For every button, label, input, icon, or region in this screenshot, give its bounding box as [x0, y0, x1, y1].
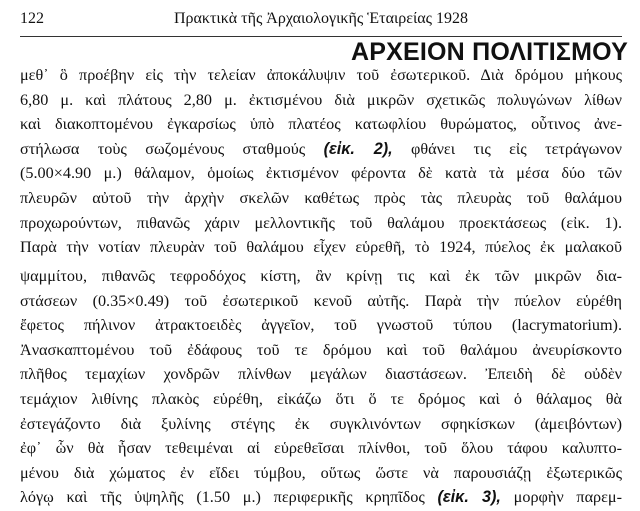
- page-number: 122: [20, 10, 44, 27]
- text-line: Παρὰ τὴν νοτίαν πλευρὰν τοῦ θαλάμου εἶχεν εὑρεθῆ, τὸ 1924, πύελος ἐκ μαλακοῦ: [20, 238, 622, 257]
- text-line: Ἀνασκαπτομένου τοῦ ἐδάφους τοῦ τε δρόμου καὶ τοῦ θαλάμου ἀνευρίσκοντο: [20, 340, 622, 359]
- text-line: μένου διὰ χώματος ἐν εἴδει τύμβου, οὕτως ὥστε νὰ παρουσιάζῃ ἐξωτερικῶς: [20, 463, 622, 482]
- text-line: πλευρῶν αὐτοῦ τὴν ἀρχὴν σκελῶν καθέτως πρὸς τὰς πλευρὰς τοῦ θαλάμου: [20, 189, 622, 207]
- archive-watermark: ΑΡΧΕΙΟΝ ΠΟΛΙΤΙΣΜΟΥ: [351, 38, 628, 66]
- text-segment: φθάνει τις εἰς τετράγωνον: [392, 139, 622, 158]
- text-line: προχωρούντων, πιθανῶς χάριν μελλοντικῆς τοῦ θαλάμου προεκτάσεως (εἰκ. 1).: [20, 213, 622, 232]
- text-line: [20, 139, 622, 159]
- header-rule: [20, 36, 622, 37]
- text-segment: λόγῳ καὶ τῆς ὑψηλῆς (1.50 μ.) περιφερικῆς κρηπῖδος: [20, 488, 438, 507]
- text-segment: μορφὴν παρεμ-: [500, 488, 622, 507]
- figure-reference: (εἰκ. 2),: [323, 139, 393, 158]
- text-line: ψαμμίτου, πιθανῶς τεφροδόχος κίστη, ἂν κρίνῃ τις καὶ ἐκ τῶν μικρῶν δια-: [20, 267, 622, 285]
- text-line: μεθ᾽ ὃ προέβην εἰς τὴν τελείαν ἀποκάλυψιν τοῦ ἐσωτερικοῦ. Διὰ δρόμου μήκους: [20, 66, 622, 84]
- text-line: τεμάχιον λιθίνης πλακὸς εὑρέθη, εἰκάζω ὅτι ὅ τε δρόμος καὶ ὁ θάλαμος θὰ: [20, 390, 622, 408]
- text-line: ἔφετος πήλινον ἀτρακτοειδὲς ἀγγεῖον, τοῦ γνωστοῦ τύπου (lacrymatorium).: [20, 316, 622, 335]
- text-segment: στήλωσα τοὺς σωζομένους σταθμούς: [20, 139, 324, 158]
- text-line: ἐφ᾽ ὧν θὰ ἦσαν τεθειμέναι αἱ εὑρεθεῖσαι πλίνθοι, τοῦ ὅλου τάφου καλυπτο-: [20, 439, 622, 458]
- running-header: [20, 10, 622, 32]
- text-line: 6,80 μ. καὶ πλάτους 2,80 μ. ἐκτισμένου διὰ μικρῶν σχετικῶς πολυγώνων λίθων: [20, 90, 622, 109]
- text-line: πλῆθος τεμαχίων χονδρῶν πλίνθων μεγάλων διαστάσεων. Ἐπειδὴ δὲ οὐδὲν: [20, 365, 622, 384]
- text-line: στάσεων (0.35×0.49) τοῦ ἐσωτερικοῦ κενοῦ αὐτῆς. Παρὰ τὴν πύελον εὑρέθη: [20, 291, 622, 310]
- text-line: ἐστεγάζοντο διὰ ξυλίνης στέγης ἐκ συγκλινόντων σφηκίσκων (ἀμειβόντων): [20, 414, 622, 433]
- text-line: [20, 487, 622, 507]
- running-title: Πρακτικὰ τῆς Ἀρχαιολογικῆς Ἑταιρείας 1928: [174, 10, 468, 27]
- text-line: καὶ διακοπτομένου ἐγκαρσίως ὑπὸ πλατέος κατωφλίου θυρώματος, οὗτινος ἀνε-: [20, 115, 622, 134]
- figure-reference: (εἰκ. 3),: [437, 488, 501, 507]
- text-line: (5.00×4.90 μ.) θάλαμον, ὁμοίως ἐκτισμένον φέροντα δὲ κατὰ τὰ μέσα δύο τῶν: [20, 164, 622, 183]
